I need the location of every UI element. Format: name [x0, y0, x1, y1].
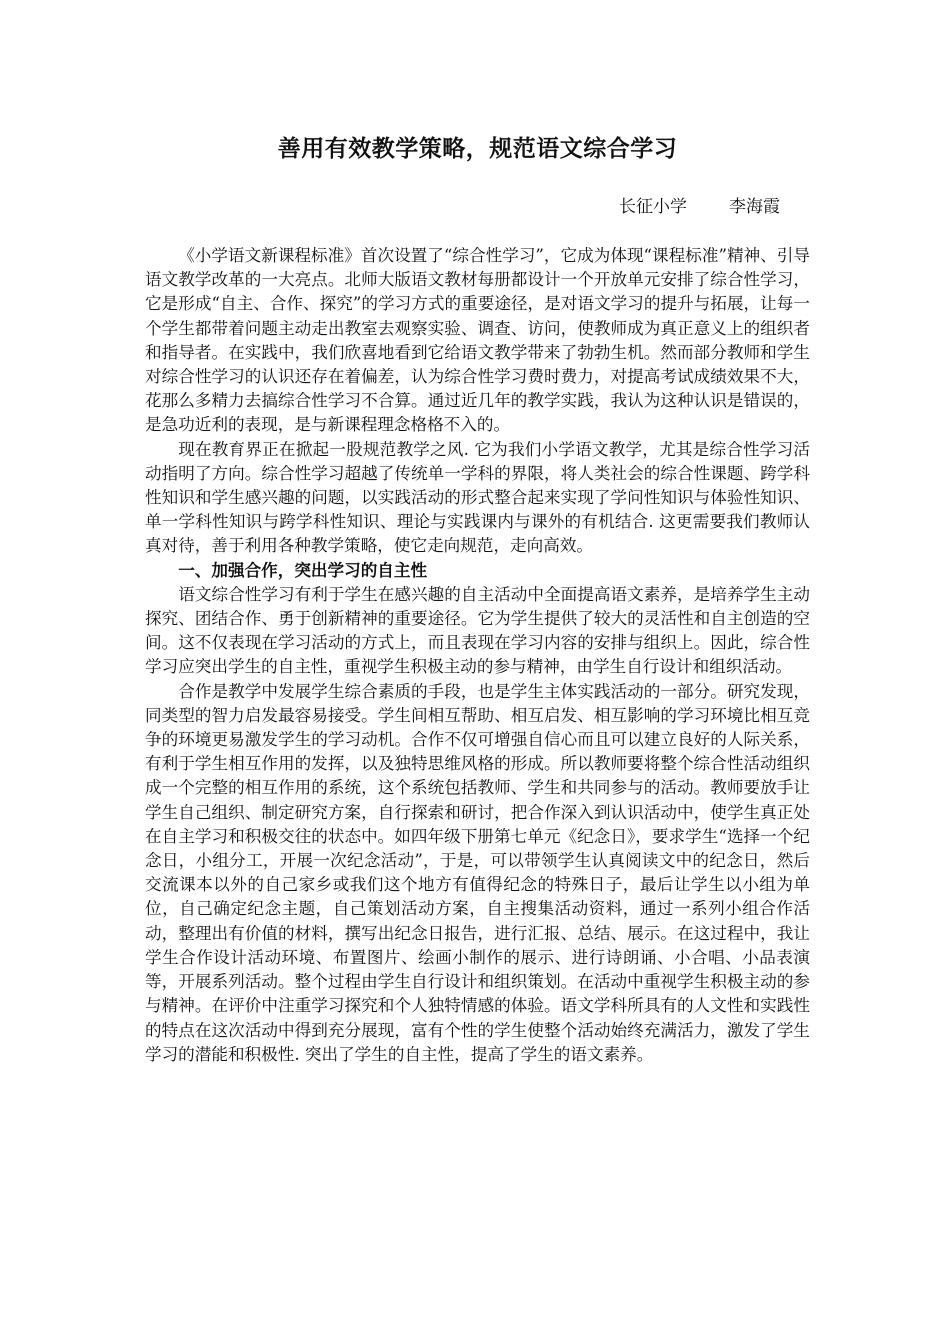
author-school: 长征小学	[619, 197, 687, 217]
intro-paragraph: 《小学语文新课程标准》首次设置了“综合性学习”，它成为体现“课程标准”精神、引导语文教学改革的一大亮点。北师大版语文教材每册都设计一个开放单元安排了综合性学习，它是形成“自主、合作、探究”的学习方式的重要途径，是对语文学习的提升与拓展，让每一个学生都带着问题主动走出教室去观察实验、调查、访问，使教师成为真正意义上的组织者和指导者。在实践中，我们欣喜地看到它给语文教学带来了勃勃生机。然而部分教师和学生对综合性学习的认识还存在着偏差，认为综合性学习费时费力，对提高考试成绩效果不大，花那么多精力去搞综合性学习不合算。通过近几年的教学实践，我认为这种认识是错误的，是急功近利的表现，是与新课程理念格格不入的。	[145, 246, 810, 435]
intro-paragraph: 现在教育界正在掀起一股规范教学之风. 它为我们小学语文教学，尤其是综合性学习活动指明了方向。综合性学习超越了传统单一学科的界限，将人类社会的综合性课题、跨学科性知识和学生感兴趣的问题，以实践活动的形式整合起来实现了学问性知识与体验性知识、单一学科性知识与跨学科性知识、理论与实践课内与课外的有机结合. 这更需要我们教师认真对待，善于利用各种教学策略，使它走向规范，走向高效。	[145, 439, 810, 556]
document-body	[145, 244, 810, 1067]
section-paragraph: 合作是教学中发展学生综合素质的手段，也是学生主体实践活动的一部分。研究发现，同类型的智力启发最容易接受。学生间相互帮助、相互启发、相互影响的学习环境比相互竞争的环境更易激发学生的学习动机。合作不仅可增强自信心而且可以建立良好的人际关系，有利于学生相互作用的发挥，以及独特思维风格的形成。所以教师要将整个综合性活动组织成一个完整的相互作用的系统，这个系统包括教师、学生和共同参与的活动。教师要放手让学生自己组织、制定研究方案，自行探索和研讨，把合作深入到认识活动中，使学生真正处在自主学习和积极交往的状态中。如四年级下册第七单元《纪念日》，要求学生“选择一个纪念日，小组分工，开展一次纪念活动”，于是，可以带领学生认真阅读文中的纪念日，然后交流课本以外的自己家乡或我们这个地方有值得纪念的特殊日子，最后让学生以小组为单位，自己确定纪念主题，自己策划活动方案，自主搜集活动资料，通过一系列小组合作活动，整理出有价值的材料，撰写出纪念日报告，进行汇报、总结、展示。在这过程中，我让学生合作设计活动环境、布置图片、绘画小制作的展示、进行诗朗诵、小合唱、小品表演等，开展系列活动。整个过程由学生自行设计和组织策划。在活动中重视学生积极主动的参与精神。在评价中注重学习探究和个人独特情感的体验。语文学科所具有的人文性和实践性的特点在这次活动中得到充分展现，富有个性的学生使整个活动始终充满活力，激发了学生学习的潜能和积极性. 突出了学生的自主性，提高了学生的语文素养。	[145, 681, 810, 1064]
author-name: 李海霞	[729, 197, 780, 217]
author-line	[145, 192, 810, 222]
section-heading: 一、加强合作，突出学习的自主性	[178, 560, 428, 580]
document-title: 善用有效教学策略，规范语文综合学习	[277, 136, 678, 162]
section-paragraph: 语文综合性学习有利于学生在感兴趣的自主活动中全面提高语文素养，是培养学生主动探究、团结合作、勇于创新精神的重要途径。它为学生提供了较大的灵活性和自主创造的空间。这不仅表现在学习活动的方式上，而且表现在学习内容的安排与组织上。因此，综合性学习应突出学生的自主性，重视学生积极主动的参与精神，由学生自行设计和组织活动。	[145, 584, 810, 677]
